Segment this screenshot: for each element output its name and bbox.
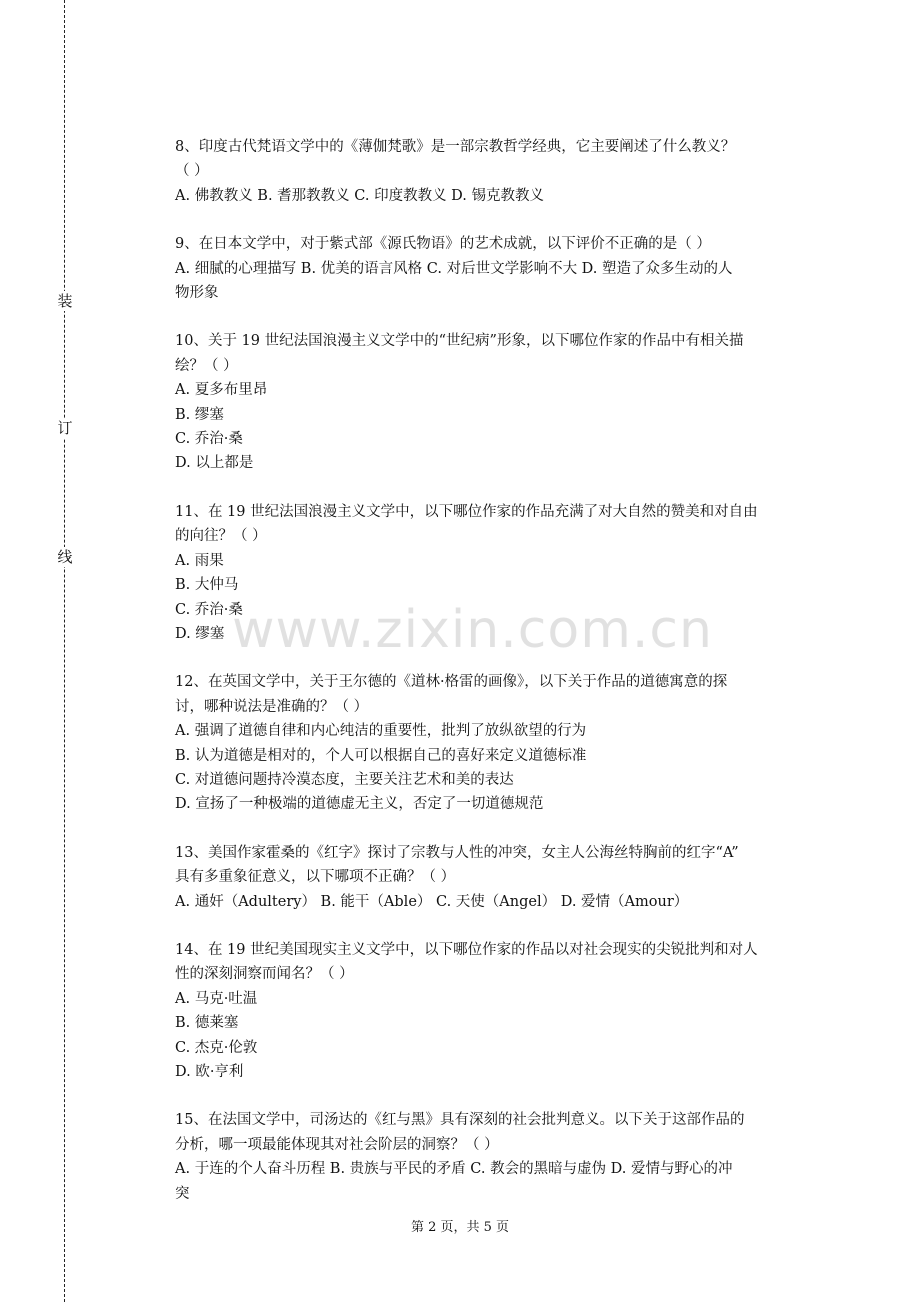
question-stem-line: 的向往？（ ） [175, 528, 267, 545]
question-option-line: C. 对道德问题持冷漠态度，主要关注艺术和美的表达 [175, 771, 514, 788]
question-option-line: B. 认为道德是相对的，个人可以根据自己的喜好来定义道德标准 [175, 747, 587, 764]
question-option-line: D. 以上都是 [175, 455, 254, 472]
question-stem-line: 分析，哪一项最能体现其对社会阶层的洞察？（ ） [175, 1136, 499, 1153]
question-stem-line: 9、在日本文学中，对于紫式部《源氏物语》的艺术成就，以下评价不正确的是（ ） [175, 236, 711, 253]
question-option-line: A. 于连的个人奋斗历程 B. 贵族与平民的矛盾 C. 教会的黑暗与虚伪 D. 爱情与野心的冲 [175, 1161, 733, 1178]
question-block [175, 232, 815, 305]
question-block [175, 329, 815, 475]
question-option-line: B. 缪塞 [175, 406, 224, 423]
question-option-line: A. 强调了道德自律和内心纯洁的重要性，批判了放纵欲望的行为 [175, 723, 587, 740]
question-option-line: A. 雨果 [175, 552, 224, 569]
binding-char-xian: 线 [55, 547, 75, 567]
question-option-line: C. 杰克·伦敦 [175, 1039, 258, 1056]
question-stem-line: 8、印度古代梵语文学中的《薄伽梵歌》是一部宗教哲学经典，它主要阐述了什么教义？ [175, 139, 736, 155]
question-option-line: A. 马克·吐温 [175, 990, 258, 1007]
question-option-line: 突 [175, 1185, 190, 1202]
question-stem-line: 绘？（ ） [175, 357, 238, 374]
question-stem-line: 10、关于 19 世纪法国浪漫主义文学中的“世纪病”形象，以下哪位作家的作品中有相关描 [175, 333, 744, 350]
question-option-line: A. 细腻的心理描写 B. 优美的语言风格 C. 对后世文学影响不大 D. 塑造了众多生动的人 [175, 260, 733, 277]
question-stem-line: （ ） [175, 163, 209, 180]
question-list [175, 135, 815, 1230]
question-stem-line: 11、在 19 世纪法国浪漫主义文学中，以下哪位作家的作品充满了对大自然的赞美和对自由 [175, 503, 758, 520]
watermark: www.zixin.com.cn [232, 600, 713, 660]
question-option-line: B. 大仲马 [175, 577, 239, 594]
question-block [175, 670, 815, 816]
binding-char-ding: 订 [55, 418, 75, 438]
question-option-line: C. 乔治·桑 [175, 431, 243, 448]
page-footer: 第 2 页，共 5 页 [410, 1220, 510, 1235]
question-option-line: 物形象 [175, 285, 219, 302]
question-block [175, 841, 815, 914]
question-stem-line: 12、在英国文学中，关于王尔德的《道林·格雷的画像》，以下关于作品的道德寓意的探 [175, 674, 728, 691]
question-option-line: A. 佛教教义 B. 耆那教教义 C. 印度教教义 D. 锡克教教义 [175, 187, 545, 204]
question-block [175, 135, 815, 208]
question-stem-line: 性的深刻洞察而闻名？（ ） [175, 966, 354, 983]
question-block [175, 1108, 815, 1206]
question-stem-line: 14、在 19 世纪美国现实主义文学中，以下哪位作家的作品以对社会现实的尖锐批判和对人 [175, 941, 758, 958]
binding-char-zhuang: 装 [55, 291, 75, 311]
question-option-line: D. 缪塞 [175, 625, 225, 642]
question-option-line: D. 欧·亨利 [175, 1064, 244, 1080]
question-option-line: D. 宣扬了一种极端的道德虚无主义，否定了一切道德规范 [175, 796, 544, 813]
question-block [175, 500, 815, 646]
question-stem-line: 15、在法国文学中，司汤达的《红与黑》具有深刻的社会批判意义。以下关于这部作品的 [175, 1112, 745, 1129]
question-stem-line: 讨，哪种说法是准确的？（ ） [175, 698, 369, 715]
question-stem-line: 13、美国作家霍桑的《红字》探讨了宗教与人性的冲突，女主人公海丝特胸前的红字“A” [175, 844, 739, 861]
question-option-line: C. 乔治·桑 [175, 601, 243, 618]
binding-dashed-line [64, 0, 65, 1302]
question-stem-line: 具有多重象征意义，以下哪项不正确？（ ） [175, 869, 456, 886]
question-block [175, 938, 815, 1084]
question-option-line: B. 德莱塞 [175, 1015, 239, 1032]
question-option-line: A. 夏多布里昂 [175, 382, 268, 399]
question-option-line: A. 通奸（Adultery） B. 能干（Able） C. 天使（Angel） D. 爱情（Amour） [175, 893, 689, 910]
